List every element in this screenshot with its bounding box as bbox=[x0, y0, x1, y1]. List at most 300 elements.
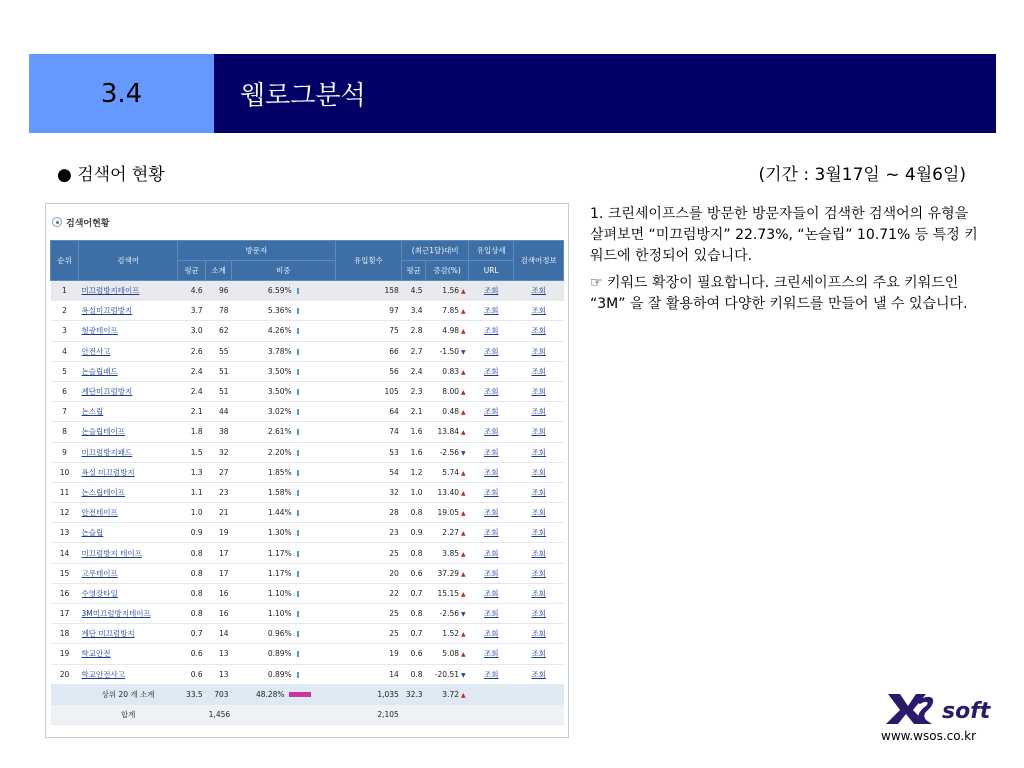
change-cell: 1.52 bbox=[442, 629, 459, 639]
total-subtotal: 1,456 bbox=[206, 704, 232, 724]
subtotal-cell: 21 bbox=[206, 503, 232, 523]
table-row bbox=[51, 523, 564, 543]
info-view-link[interactable]: 조회 bbox=[531, 346, 546, 356]
total-inflow: 2,105 bbox=[335, 704, 402, 724]
keyword-link[interactable]: 욕실미끄럼방지 bbox=[81, 306, 133, 316]
share-cell: 1.17% bbox=[267, 568, 292, 578]
col-inflow[interactable]: 유입횟수 bbox=[335, 241, 402, 281]
share-mini-bar bbox=[297, 409, 299, 415]
share-cell: 0.96% bbox=[267, 629, 292, 639]
subtotal-cell: 32 bbox=[206, 442, 232, 462]
keyword-link[interactable]: 미끄럼방지테이프 bbox=[81, 286, 140, 296]
avg-cell: 2.6 bbox=[178, 341, 206, 361]
col-visitors[interactable]: 방문자 bbox=[178, 241, 335, 261]
up-arrow-icon: ▲ bbox=[461, 570, 466, 578]
share-mini-bar bbox=[297, 611, 299, 617]
info-view-link[interactable]: 조회 bbox=[531, 326, 546, 336]
up-arrow-icon: ▲ bbox=[461, 489, 466, 497]
subtotal-cell: 27 bbox=[206, 462, 232, 482]
recent-avg-cell: 0.8 bbox=[402, 543, 426, 563]
rank-cell: 10 bbox=[51, 462, 79, 482]
share-cell: 2.20% bbox=[267, 447, 292, 457]
table-row bbox=[51, 624, 564, 644]
rank-cell: 11 bbox=[51, 482, 79, 502]
change-cell: -2.56 bbox=[439, 609, 459, 619]
share-cell: 0.89% bbox=[267, 649, 292, 659]
rank-cell: 7 bbox=[51, 402, 79, 422]
col-keyword-info: 검색어정보 bbox=[514, 241, 564, 281]
recent-avg-cell: 3.4 bbox=[402, 301, 426, 321]
share-mini-bar bbox=[297, 591, 299, 597]
avg-cell: 1.5 bbox=[178, 442, 206, 462]
recent-avg-cell: 4.5 bbox=[402, 281, 426, 301]
up-arrow-icon: ▲ bbox=[461, 631, 466, 639]
table-row bbox=[51, 482, 564, 502]
info-view-link[interactable]: 조회 bbox=[531, 669, 546, 679]
share-cell: 1.85% bbox=[267, 467, 292, 477]
up-arrow-icon: ▲ bbox=[461, 691, 466, 699]
avg-cell: 1.1 bbox=[178, 482, 206, 502]
url-view-link[interactable]: 조회 bbox=[484, 326, 499, 336]
share-cell: 3.02% bbox=[267, 407, 292, 417]
info-view-link[interactable]: 조회 bbox=[531, 609, 546, 619]
col-change[interactable]: 증감(%) bbox=[426, 261, 469, 281]
recent-avg-cell: 1.6 bbox=[402, 422, 426, 442]
url-view-link[interactable]: 조회 bbox=[484, 487, 499, 497]
table-row bbox=[51, 361, 564, 381]
url-view-link[interactable]: 조회 bbox=[484, 306, 499, 316]
recent-avg-cell: 2.1 bbox=[402, 402, 426, 422]
change-cell: 4.98 bbox=[442, 326, 459, 336]
keyword-link[interactable]: 계단미끄럼방지 bbox=[81, 387, 133, 397]
rank-cell: 18 bbox=[51, 624, 79, 644]
up-arrow-icon: ▲ bbox=[461, 308, 466, 316]
recent-avg-cell: 1.2 bbox=[402, 462, 426, 482]
url-view-link[interactable]: 조회 bbox=[484, 588, 499, 598]
recent-avg-cell: 2.4 bbox=[402, 361, 426, 381]
change-cell: 13.84 bbox=[437, 427, 459, 437]
share-cell: 2.61% bbox=[267, 427, 292, 437]
subtotal-cell: 55 bbox=[206, 341, 232, 361]
keyword-link[interactable]: 욕실 미끄럼방지 bbox=[81, 467, 135, 477]
keyword-link[interactable]: 논스립 bbox=[81, 407, 104, 417]
section-subtitle: ● 검색어 현황 bbox=[57, 165, 165, 185]
rank-cell: 16 bbox=[51, 583, 79, 603]
info-view-link[interactable]: 조회 bbox=[531, 427, 546, 437]
bullet-icon bbox=[52, 217, 62, 227]
share-mini-bar bbox=[297, 672, 299, 678]
share-cell: 1.58% bbox=[267, 487, 292, 497]
rank-cell: 13 bbox=[51, 523, 79, 543]
keyword-link[interactable]: 미끄럼방지패드 bbox=[81, 447, 133, 457]
inflow-cell: 22 bbox=[335, 583, 402, 603]
url-view-link[interactable]: 조회 bbox=[484, 467, 499, 477]
table-row bbox=[51, 381, 564, 401]
table-row bbox=[51, 563, 564, 583]
subtotal-cell: 51 bbox=[206, 361, 232, 381]
rank-cell: 2 bbox=[51, 301, 79, 321]
col-recent-avg[interactable]: 평균 bbox=[402, 261, 426, 281]
url-view-link[interactable]: 조회 bbox=[484, 427, 499, 437]
info-view-link[interactable]: 조회 bbox=[531, 366, 546, 376]
up-arrow-icon: ▲ bbox=[461, 550, 466, 558]
change-cell: 37.29 bbox=[437, 568, 459, 578]
keyword-link[interactable]: 안전테이프 bbox=[81, 508, 118, 518]
summary-recent-avg: 32.3 bbox=[402, 684, 426, 704]
url-view-link[interactable]: 조회 bbox=[484, 346, 499, 356]
inflow-cell: 54 bbox=[335, 462, 402, 482]
avg-cell: 2.4 bbox=[178, 361, 206, 381]
up-arrow-icon: ▲ bbox=[461, 409, 466, 417]
recent-avg-cell: 2.3 bbox=[402, 381, 426, 401]
url-view-link[interactable]: 조회 bbox=[484, 407, 499, 417]
info-view-link[interactable]: 조회 bbox=[531, 487, 546, 497]
keyword-link[interactable]: 형광테이프 bbox=[81, 326, 118, 336]
share-mini-bar bbox=[297, 308, 299, 314]
avg-cell: 0.8 bbox=[178, 604, 206, 624]
panel-header bbox=[46, 204, 568, 240]
down-arrow-icon: ▼ bbox=[461, 671, 466, 679]
table-row bbox=[51, 543, 564, 563]
period-label: (기간 : 3월17일 ~ 4월6일) bbox=[758, 165, 966, 185]
share-cell: 1.10% bbox=[267, 609, 292, 619]
subtotal-cell: 62 bbox=[206, 321, 232, 341]
inflow-cell: 53 bbox=[335, 442, 402, 462]
up-arrow-icon: ▲ bbox=[461, 288, 466, 296]
down-arrow-icon: ▼ bbox=[461, 348, 466, 356]
url-view-link[interactable]: 조회 bbox=[484, 609, 499, 619]
avg-cell: 1.3 bbox=[178, 462, 206, 482]
info-view-link[interactable]: 조회 bbox=[531, 588, 546, 598]
share-mini-bar bbox=[297, 530, 299, 536]
inflow-cell: 25 bbox=[335, 543, 402, 563]
info-view-link[interactable]: 조회 bbox=[531, 387, 546, 397]
subtotal-cell: 44 bbox=[206, 402, 232, 422]
share-mini-bar bbox=[297, 429, 299, 435]
change-cell: 3.85 bbox=[442, 548, 459, 558]
change-cell: 8.00 bbox=[442, 387, 459, 397]
inflow-cell: 20 bbox=[335, 563, 402, 583]
avg-cell: 0.9 bbox=[178, 523, 206, 543]
col-inflow-detail: 유입상세 bbox=[469, 241, 514, 261]
table-row bbox=[51, 462, 564, 482]
up-arrow-icon: ▲ bbox=[461, 510, 466, 518]
share-mini-bar bbox=[297, 389, 299, 395]
inflow-cell: 28 bbox=[335, 503, 402, 523]
change-cell: 5.08 bbox=[442, 649, 459, 659]
rank-cell: 3 bbox=[51, 321, 79, 341]
share-mini-bar bbox=[297, 510, 299, 516]
slide-title: 웹로그분석 bbox=[214, 54, 996, 133]
avg-cell: 0.8 bbox=[178, 543, 206, 563]
keyword-link[interactable]: 계단 미끄럼방지 bbox=[81, 629, 135, 639]
recent-avg-cell: 0.8 bbox=[402, 664, 426, 684]
inflow-cell: 25 bbox=[335, 604, 402, 624]
url-view-link[interactable]: 조회 bbox=[484, 387, 499, 397]
keyword-link[interactable]: 안전사고 bbox=[81, 346, 111, 356]
share-cell: 4.26% bbox=[267, 326, 292, 336]
info-view-link[interactable]: 조회 bbox=[531, 508, 546, 518]
subtotal-cell: 51 bbox=[206, 381, 232, 401]
summary-subtotal: 703 bbox=[206, 684, 232, 704]
change-cell: -1.50 bbox=[439, 346, 459, 356]
share-cell: 3.50% bbox=[267, 387, 292, 397]
url-view-link[interactable]: 조회 bbox=[484, 548, 499, 558]
inflow-cell: 32 bbox=[335, 482, 402, 502]
inflow-cell: 14 bbox=[335, 664, 402, 684]
keyword-link[interactable]: 논스립테이프 bbox=[81, 487, 125, 497]
share-cell: 3.50% bbox=[267, 366, 292, 376]
keyword-link[interactable]: 학교안전 bbox=[81, 649, 111, 659]
avg-cell: 2.4 bbox=[178, 381, 206, 401]
share-bar bbox=[289, 692, 311, 697]
avg-cell: 3.7 bbox=[178, 301, 206, 321]
col-recent[interactable]: (최근1달)대비 bbox=[402, 241, 469, 261]
table-row bbox=[51, 503, 564, 523]
col-rank[interactable]: 순위 bbox=[51, 241, 79, 281]
col-keyword[interactable]: 검색어 bbox=[79, 241, 178, 281]
col-subtotal[interactable]: 소계 bbox=[206, 261, 232, 281]
share-mini-bar bbox=[297, 631, 299, 637]
url-view-link[interactable]: 조회 bbox=[484, 366, 499, 376]
share-mini-bar bbox=[297, 349, 299, 355]
share-cell: 6.59% bbox=[267, 286, 292, 296]
share-mini-bar bbox=[297, 551, 299, 557]
change-cell: -20.51 bbox=[434, 669, 459, 679]
inflow-cell: 23 bbox=[335, 523, 402, 543]
url-view-link[interactable]: 조회 bbox=[484, 629, 499, 639]
inflow-cell: 64 bbox=[335, 402, 402, 422]
share-mini-bar bbox=[297, 490, 299, 496]
rank-cell: 12 bbox=[51, 503, 79, 523]
info-view-link[interactable]: 조회 bbox=[531, 629, 546, 639]
recent-avg-cell: 1.0 bbox=[402, 482, 426, 502]
info-view-link[interactable]: 조회 bbox=[531, 467, 546, 477]
table-row bbox=[51, 644, 564, 664]
url-view-link[interactable]: 조회 bbox=[484, 286, 499, 296]
inflow-cell: 56 bbox=[335, 361, 402, 381]
url-view-link[interactable]: 조회 bbox=[484, 528, 499, 538]
subtotal-cell: 14 bbox=[206, 624, 232, 644]
avg-cell: 0.6 bbox=[178, 644, 206, 664]
change-cell: 0.48 bbox=[442, 407, 459, 417]
section-number: 3.4 bbox=[29, 54, 214, 133]
avg-cell: 2.1 bbox=[178, 402, 206, 422]
website-url[interactable]: www.wsos.co.kr bbox=[881, 729, 977, 743]
table-row bbox=[51, 604, 564, 624]
change-cell: 13.40 bbox=[437, 487, 459, 497]
avg-cell: 0.8 bbox=[178, 563, 206, 583]
rank-cell: 6 bbox=[51, 381, 79, 401]
recent-avg-cell: 1.6 bbox=[402, 442, 426, 462]
up-arrow-icon: ▲ bbox=[461, 469, 466, 477]
summary-inflow: 1,035 bbox=[335, 684, 402, 704]
up-arrow-icon: ▲ bbox=[461, 389, 466, 397]
change-cell: 19.05 bbox=[437, 508, 459, 518]
rank-cell: 20 bbox=[51, 664, 79, 684]
keyword-link[interactable]: 학교안전사고 bbox=[81, 669, 125, 679]
url-view-link[interactable]: 조회 bbox=[484, 669, 499, 679]
info-view-link[interactable]: 조회 bbox=[531, 306, 546, 316]
inflow-cell: 25 bbox=[335, 624, 402, 644]
table-row bbox=[51, 422, 564, 442]
subtotal-cell: 78 bbox=[206, 301, 232, 321]
share-mini-bar bbox=[297, 571, 299, 577]
url-view-link[interactable]: 조회 bbox=[484, 508, 499, 518]
keyword-link[interactable]: 3M미끄럼방지테이프 bbox=[81, 609, 151, 619]
total-label: 합계 bbox=[79, 704, 178, 724]
avg-cell: 4.6 bbox=[178, 281, 206, 301]
table-row bbox=[51, 321, 564, 341]
summary-label: 상위 20 개 소계 bbox=[79, 684, 178, 704]
note-2: ☞ 키워드 확장이 필요합니다. 크린세이프스의 주요 키워드인 “3M” 을 잘 활용하여 다양한 키워드를 만들어 낼 수 있습니다. bbox=[590, 275, 968, 312]
summary-avg: 33.5 bbox=[178, 684, 206, 704]
rank-cell: 17 bbox=[51, 604, 79, 624]
recent-avg-cell: 0.8 bbox=[402, 604, 426, 624]
inflow-cell: 105 bbox=[335, 381, 402, 401]
share-cell: 1.30% bbox=[267, 528, 292, 538]
share-cell: 3.78% bbox=[267, 346, 292, 356]
rank-cell: 19 bbox=[51, 644, 79, 664]
table-row bbox=[51, 583, 564, 603]
table-row bbox=[51, 341, 564, 361]
share-mini-bar bbox=[297, 470, 299, 476]
keyword-link[interactable]: 미끄럼방지 테이프 bbox=[81, 548, 142, 558]
up-arrow-icon: ▲ bbox=[461, 429, 466, 437]
info-view-link[interactable]: 조회 bbox=[531, 528, 546, 538]
share-cell: 5.36% bbox=[267, 306, 292, 316]
keyword-link[interactable]: 논슬립패드 bbox=[81, 366, 118, 376]
rank-cell: 5 bbox=[51, 361, 79, 381]
rank-cell: 4 bbox=[51, 341, 79, 361]
subtotal-cell: 13 bbox=[206, 644, 232, 664]
change-cell: 15.15 bbox=[437, 588, 459, 598]
share-cell: 1.17% bbox=[267, 548, 292, 558]
recent-avg-cell: 0.6 bbox=[402, 563, 426, 583]
change-cell: -2.56 bbox=[439, 447, 459, 457]
subtotal-cell: 17 bbox=[206, 543, 232, 563]
share-cell: 1.44% bbox=[267, 508, 292, 518]
rank-cell: 14 bbox=[51, 543, 79, 563]
share-mini-bar bbox=[297, 288, 299, 294]
recent-avg-cell: 0.7 bbox=[402, 583, 426, 603]
table-row bbox=[51, 664, 564, 684]
table-row bbox=[51, 301, 564, 321]
recent-avg-cell: 2.7 bbox=[402, 341, 426, 361]
rank-cell: 8 bbox=[51, 422, 79, 442]
keyword-link[interactable]: 수영장타일 bbox=[81, 588, 118, 598]
recent-avg-cell: 0.8 bbox=[402, 503, 426, 523]
panel-title: 검색어현황 bbox=[66, 218, 110, 229]
rank-cell: 1 bbox=[51, 281, 79, 301]
info-view-link[interactable]: 조회 bbox=[531, 447, 546, 457]
inflow-cell: 66 bbox=[335, 341, 402, 361]
avg-cell: 0.6 bbox=[178, 664, 206, 684]
change-cell: 1.56 bbox=[442, 286, 459, 296]
analysis-notes bbox=[590, 204, 980, 321]
info-view-link[interactable]: 조회 bbox=[531, 568, 546, 578]
subtotal-cell: 17 bbox=[206, 563, 232, 583]
keyword-table bbox=[50, 240, 564, 725]
up-arrow-icon: ▲ bbox=[461, 651, 466, 659]
share-cell: 0.89% bbox=[267, 669, 292, 679]
info-view-link[interactable]: 조회 bbox=[531, 548, 546, 558]
change-cell: 2.27 bbox=[442, 528, 459, 538]
recent-avg-cell: 0.7 bbox=[402, 624, 426, 644]
keyword-link[interactable]: 논슬립 bbox=[81, 528, 104, 538]
info-view-link[interactable]: 조회 bbox=[531, 407, 546, 417]
recent-avg-cell: 2.8 bbox=[402, 321, 426, 341]
avg-cell: 3.0 bbox=[178, 321, 206, 341]
share-mini-bar bbox=[297, 651, 299, 657]
info-view-link[interactable]: 조회 bbox=[531, 286, 546, 296]
search-keyword-panel bbox=[45, 203, 569, 738]
col-share[interactable]: 비중 bbox=[232, 261, 335, 281]
recent-avg-cell: 0.6 bbox=[402, 644, 426, 664]
rank-cell: 15 bbox=[51, 563, 79, 583]
subtotal-cell: 23 bbox=[206, 482, 232, 502]
keyword-link[interactable]: 고무테이프 bbox=[81, 568, 118, 578]
change-cell: 7.85 bbox=[442, 306, 459, 316]
down-arrow-icon: ▼ bbox=[461, 611, 466, 619]
avg-cell: 0.8 bbox=[178, 583, 206, 603]
table-row bbox=[51, 402, 564, 422]
up-arrow-icon: ▲ bbox=[461, 368, 466, 376]
recent-avg-cell: 0.9 bbox=[402, 523, 426, 543]
keyword-link[interactable]: 논슬립테이프 bbox=[81, 427, 125, 437]
share-mini-bar bbox=[297, 328, 299, 334]
subtotal-cell: 19 bbox=[206, 523, 232, 543]
subtotal-cell: 96 bbox=[206, 281, 232, 301]
logo-text: soft bbox=[942, 699, 991, 724]
share-mini-bar bbox=[297, 369, 299, 375]
up-arrow-icon: ▲ bbox=[461, 530, 466, 538]
col-avg[interactable]: 평균 bbox=[178, 261, 206, 281]
subtotal-cell: 38 bbox=[206, 422, 232, 442]
down-arrow-icon: ▼ bbox=[461, 449, 466, 457]
summary-change: 3.72 bbox=[442, 689, 459, 699]
inflow-cell: 19 bbox=[335, 644, 402, 664]
subtotal-cell: 16 bbox=[206, 604, 232, 624]
table-row bbox=[51, 281, 564, 301]
avg-cell: 1.0 bbox=[178, 503, 206, 523]
inflow-cell: 158 bbox=[335, 281, 402, 301]
note-1: 1. 크린세이프스를 방문한 방문자들이 검색한 검색어의 유형을 살펴보면 “미끄럼방지” 22.73%, “논슬립” 10.71% 등 특정 키워드에 한정되어 있습니다. bbox=[590, 206, 978, 264]
up-arrow-icon: ▲ bbox=[461, 590, 466, 598]
up-arrow-icon: ▲ bbox=[461, 328, 466, 336]
share-mini-bar bbox=[297, 450, 299, 456]
share-cell: 1.10% bbox=[267, 588, 292, 598]
url-view-link[interactable]: 조회 bbox=[484, 447, 499, 457]
avg-cell: 1.8 bbox=[178, 422, 206, 442]
subtotal-cell: 13 bbox=[206, 664, 232, 684]
inflow-cell: 75 bbox=[335, 321, 402, 341]
summary-share: 48.28% bbox=[255, 689, 285, 699]
col-url: URL bbox=[469, 261, 514, 281]
change-cell: 0.83 bbox=[442, 366, 459, 376]
company-logo bbox=[886, 688, 996, 726]
change-cell: 5.74 bbox=[442, 467, 459, 477]
inflow-cell: 74 bbox=[335, 422, 402, 442]
url-view-link[interactable]: 조회 bbox=[484, 568, 499, 578]
inflow-cell: 97 bbox=[335, 301, 402, 321]
info-view-link[interactable]: 조회 bbox=[531, 649, 546, 659]
summary-row bbox=[51, 684, 564, 704]
rank-cell: 9 bbox=[51, 442, 79, 462]
total-row bbox=[51, 704, 564, 724]
url-view-link[interactable]: 조회 bbox=[484, 649, 499, 659]
subtotal-cell: 16 bbox=[206, 583, 232, 603]
